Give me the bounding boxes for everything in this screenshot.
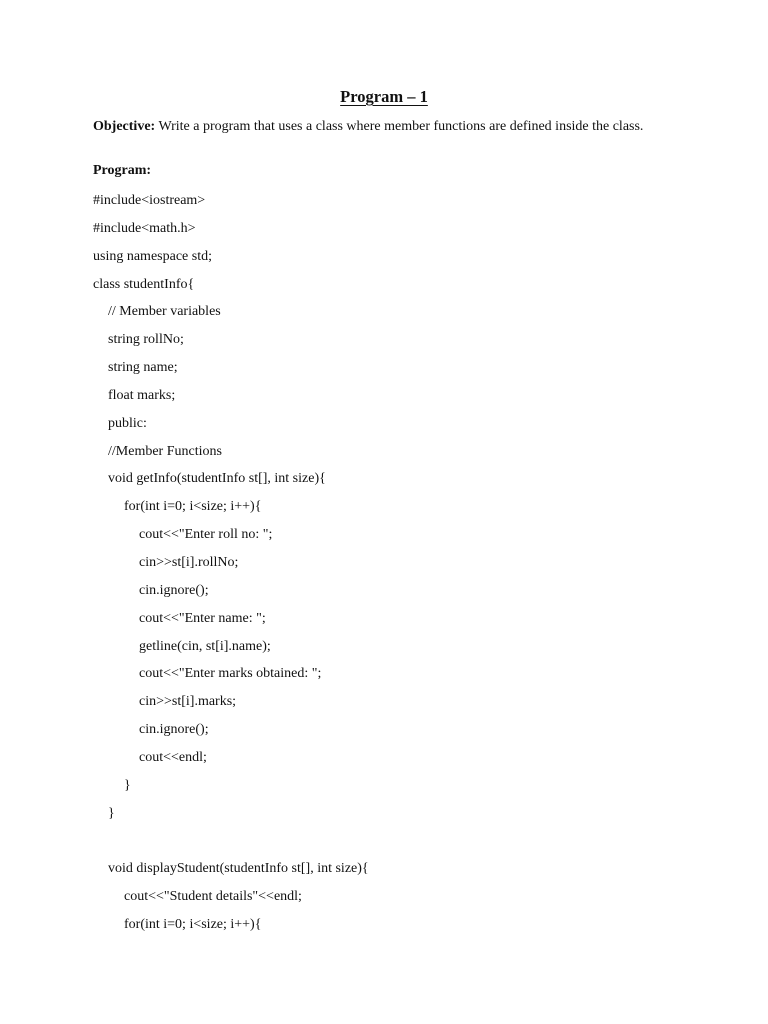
- code-line: using namespace std;: [93, 248, 212, 264]
- code-line: }: [124, 777, 131, 793]
- code-line: class studentInfo{: [93, 276, 195, 292]
- code-line: cout<<endl;: [139, 749, 207, 765]
- objective-paragraph: [93, 118, 683, 136]
- code-line: cout<<"Enter roll no: ";: [139, 527, 273, 543]
- code-line: [93, 827, 369, 855]
- page-title: Program – 1: [340, 87, 428, 106]
- code-line: string rollNo;: [108, 332, 184, 348]
- objective-text: Write a program that uses a class where member functions are defined inside the class.: [155, 119, 644, 134]
- program-label: Program:: [93, 163, 152, 178]
- code-line: cin>>st[i].rollNo;: [139, 554, 239, 570]
- code-line: #include<math.h>: [93, 220, 196, 236]
- code-line: cin.ignore();: [139, 582, 209, 598]
- code-line: cout<<"Enter marks obtained: ";: [139, 666, 322, 682]
- code-line: }: [108, 805, 115, 821]
- code-line: void displayStudent(studentInfo st[], int size){: [108, 861, 369, 877]
- code-line: void getInfo(studentInfo st[], int size){: [108, 471, 326, 487]
- code-line: #include<iostream>: [93, 193, 206, 208]
- code-line: public:: [108, 415, 147, 431]
- code-line: cout<<"Enter name: ";: [139, 610, 266, 626]
- code-line: getline(cin, st[i].name);: [139, 638, 271, 654]
- code-line: for(int i=0; i<size; i++){: [124, 916, 262, 932]
- code-line: cin.ignore();: [139, 722, 209, 738]
- code-line: //Member Functions: [108, 443, 222, 459]
- code-line: string name;: [108, 360, 178, 376]
- code-block: [93, 187, 369, 939]
- code-line: cin>>st[i].marks;: [139, 694, 237, 710]
- objective-label: Objective:: [93, 119, 156, 134]
- code-line: // Member variables: [108, 304, 221, 320]
- code-line: cout<<"Student details"<<endl;: [124, 889, 302, 905]
- code-line: float marks;: [108, 387, 176, 403]
- code-line: for(int i=0; i<size; i++){: [124, 499, 262, 515]
